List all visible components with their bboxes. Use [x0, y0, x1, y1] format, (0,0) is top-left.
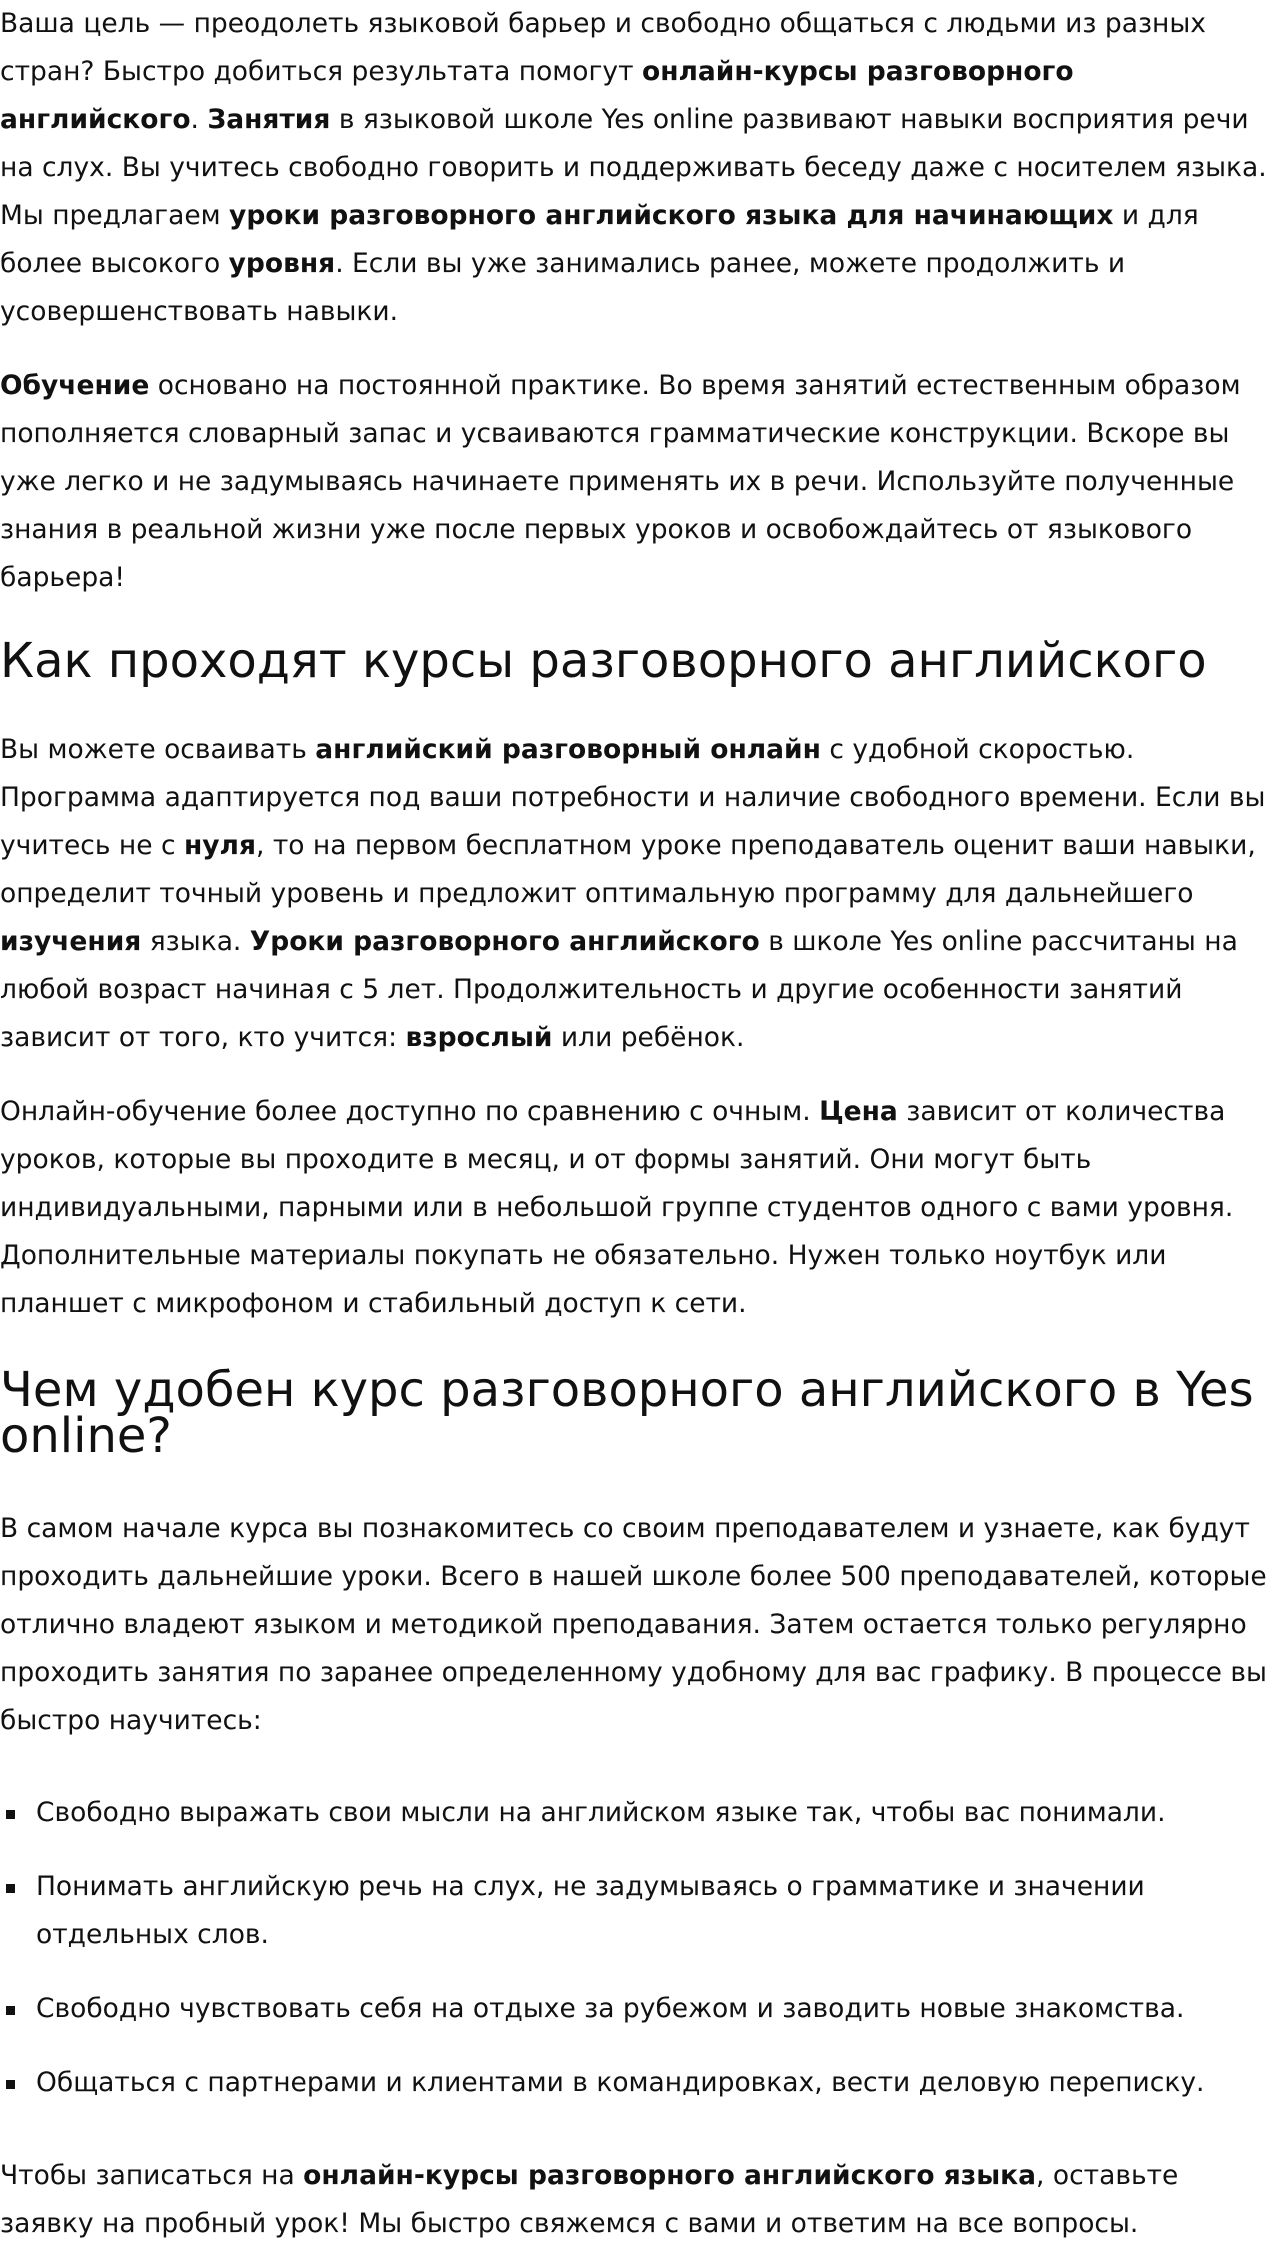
bullet-square-icon — [6, 2080, 15, 2089]
text-run: в школе Yes online рассчитаны на любой возраст начиная с 5 лет. Продолжительность и другие особенности занятий зависит от того, кто учится: — [0, 926, 1238, 1053]
bold-phrase: Занятия — [207, 104, 331, 135]
bold-phrase: нуля — [183, 830, 256, 861]
text-run: Онлайн-обучение более доступно по сравнению с очным. — [0, 1096, 820, 1127]
list-item — [0, 2059, 1270, 2107]
bold-phrase: взрослый — [405, 1022, 553, 1053]
list-item-text: Общаться с партнерами и клиентами в командировках, вести деловую переписку. — [36, 2067, 1205, 2098]
list-item-text: Свободно чувствовать себя на отдыхе за рубежом и заводить новые знакомства. — [36, 1993, 1185, 2024]
bold-phrase: Обучение — [0, 370, 150, 401]
why-paragraph — [0, 1505, 1270, 1745]
how-paragraph-2 — [0, 1088, 1270, 1328]
learning-paragraph — [0, 362, 1270, 602]
text-run: В самом начале курса вы познакомитесь со своим преподавателем и узнаете, как будут проходить дальнейшие уроки. Всего в нашей школе более 500 преподавателей, которые отлично владеют языком и методикой преподавания. Затем остается только регулярно проходить занятия по заранее определенному удобному для вас графику. В процессе вы быстро научитесь: — [0, 1513, 1267, 1736]
text-run: . — [190, 104, 208, 135]
bullet-square-icon — [6, 2006, 15, 2015]
list-item-text: Свободно выражать свои мысли на английском языке так, чтобы вас понимали. — [36, 1797, 1166, 1828]
section-heading-how: Как проходят курсы разговорного английского — [0, 633, 1207, 689]
list-item — [0, 1863, 1270, 1959]
list-item — [0, 1985, 1270, 2033]
list-item-text: Понимать английскую речь на слух, не задумываясь о грамматике и значении отдельных слов. — [36, 1871, 1145, 1950]
text-run: в языковой школе Yes online развивают навыки восприятия речи на слух. Вы учитесь свободно говорить и поддерживать беседу даже с носителем языка. Мы предлагаем — [0, 104, 1267, 231]
text-run: с удобной скоростью. Программа адаптируется под ваши потребности и наличие свободного времени. Если вы учитесь не с — [0, 734, 1266, 861]
bullet-square-icon — [6, 1810, 15, 1819]
text-run: , то на первом бесплатном уроке преподаватель оценит ваши навыки, определит точный уровень и предложит оптимальную программу для дальнейшего — [0, 830, 1256, 909]
text-run: или ребёнок. — [552, 1022, 745, 1053]
text-run: . Если вы уже занимались ранее, можете продолжить и усовершенствовать навыки. — [0, 248, 1126, 327]
text-run: Ваша цель — преодолеть языковой барьер и свободно общаться с людьми из разных стран? Быстро добиться результата помогут — [0, 8, 1206, 87]
cta-paragraph — [0, 2152, 1270, 2248]
text-run: Чтобы записаться на — [0, 2160, 304, 2191]
section-heading-why: Чем удобен курс разговорного английского в Yes online? — [0, 1362, 1254, 1464]
bold-phrase: Уроки разговорного английского — [249, 926, 760, 957]
text-run: Вы можете осваивать — [0, 734, 316, 765]
intro-paragraph — [0, 0, 1270, 336]
benefits-list — [0, 1789, 1270, 2107]
bold-phrase: английский разговорный онлайн — [315, 734, 821, 765]
bold-phrase: изучения — [0, 926, 142, 957]
bold-phrase: Цена — [819, 1096, 898, 1127]
text-run: , оставьте заявку на пробный урок! Мы быстро свяжемся с вами и ответим на все вопросы. — [0, 2160, 1179, 2239]
bold-phrase: уроки разговорного английского языка для начинающих — [229, 200, 1114, 231]
list-item — [0, 1789, 1270, 1837]
how-paragraph-1 — [0, 726, 1270, 1062]
bold-phrase: онлайн-курсы разговорного английского языка — [303, 2160, 1037, 2191]
bold-phrase: онлайн-курсы разговорного английского — [0, 56, 1074, 135]
bullet-square-icon — [6, 1884, 15, 1893]
text-run: языка. — [141, 926, 250, 957]
text-run: зависит от количества уроков, которые вы проходите в месяц, и от формы занятий. Они могут быть индивидуальными, парными или в небольшой группе студентов одного с вами уровня. Дополнительные материалы покупать не обязательно. Нужен только ноутбук или планшет с микрофоном и стабильный доступ к сети. — [0, 1096, 1234, 1319]
bold-phrase: уровня — [228, 248, 336, 279]
text-run: и для более высокого — [0, 200, 1199, 279]
text-run: основано на постоянной практике. Во время занятий естественным образом пополняется словарный запас и усваиваются грамматические конструкции. Вскоре вы уже легко и не задумываясь начинаете применять их в речи. Используйте полученные знания в реальной жизни уже после первых уроков и освобождайтесь от языкового барьера! — [0, 370, 1241, 593]
